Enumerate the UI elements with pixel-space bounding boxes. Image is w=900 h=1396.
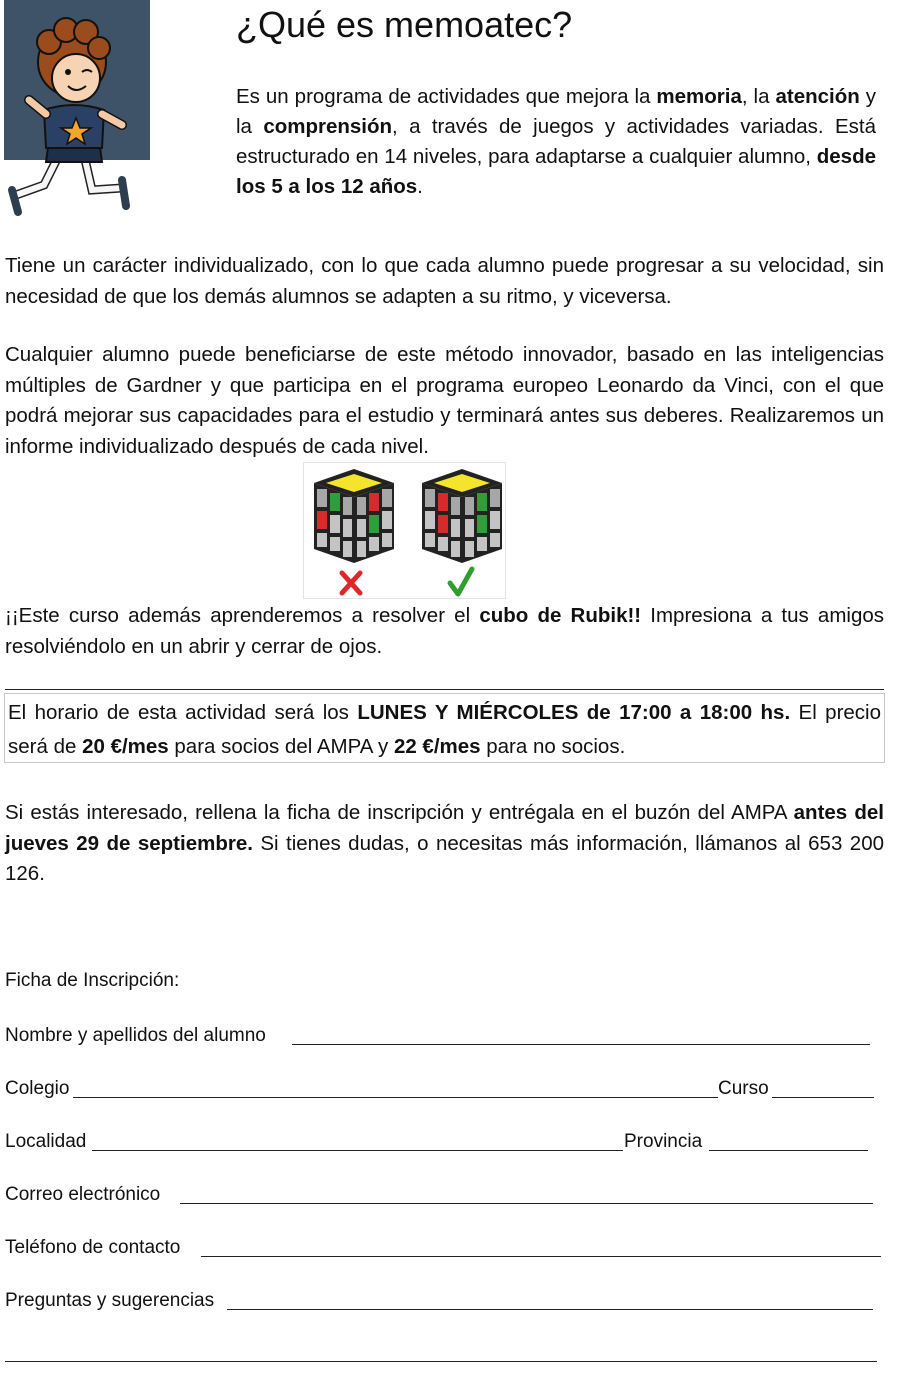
intro-paragraph: Es un programa de actividades que mejora la memoria, la atención y la comprensión, a través de juegos y actividades variadas. Está estructurado en 14 niveles, para adaptarse a cualquier alumno, desde los 5 a los 12 años. [236, 85, 876, 198]
school-label: Colegio [5, 1078, 70, 1099]
questions-field-extra-line[interactable] [5, 1361, 877, 1362]
questions-field[interactable] [227, 1309, 873, 1310]
section-divider [5, 689, 884, 690]
form-title: Ficha de Inscripción: [5, 970, 180, 991]
province-label: Provincia [624, 1131, 703, 1152]
locality-field[interactable] [92, 1150, 623, 1151]
paragraph-method: Cualquier alumno puede beneficiarse de este método innovador, basado en las inteligencias múltiples de Gardner y que participa en el programa europeo Leonardo da Vinci, con el que podrá mejorar sus capacidades para el estudio y terminará antes sus deberes. Realizaremos un informe individualizado después de cada nivel. [5, 343, 884, 458]
phone-label: Teléfono de contacto [5, 1237, 181, 1258]
name-field[interactable] [292, 1044, 870, 1045]
school-field[interactable] [73, 1097, 718, 1098]
course-label: Curso [718, 1078, 769, 1099]
form-row-phone [5, 1235, 180, 1261]
running-boy-illustration [4, 0, 150, 220]
form-row-name [5, 1023, 266, 1049]
email-label: Correo electrónico [5, 1184, 161, 1205]
questions-label: Preguntas y sugerencias [5, 1290, 215, 1311]
form-row-questions [5, 1288, 214, 1314]
phone-field[interactable] [201, 1256, 881, 1257]
form-row-locality [5, 1129, 86, 1155]
form-row-school [5, 1076, 69, 1102]
rubik-cubes-image [303, 462, 506, 599]
rubik-paragraph: ¡¡Este curso además aprenderemos a resolver el cubo de Rubik!! Impresiona a tus amigos resolviéndolo en un abrir y cerrar de ojos. [5, 604, 884, 658]
email-field[interactable] [180, 1203, 873, 1204]
locality-label: Localidad [5, 1131, 87, 1152]
page-title: ¿Qué es memoatec? [236, 4, 573, 45]
name-label: Nombre y apellidos del alumno [5, 1025, 266, 1046]
schedule-box: El horario de esta actividad será los LUNES Y MIÉRCOLES de 17:00 a 18:00 hs. El precio será de 20 €/mes para socios del AMPA y 22 €/mes para no socios. [4, 693, 885, 763]
contact-paragraph: Si estás interesado, rellena la ficha de inscripción y entrégala en el buzón del AMPA antes del jueves 29 de septiembre. Si tienes dudas, o necesitas más información, llámanos al 653 200 126. [5, 801, 884, 885]
cross-mark-icon [342, 573, 360, 593]
check-mark-icon [450, 569, 472, 594]
form-row-email [5, 1182, 160, 1208]
province-field[interactable] [709, 1150, 868, 1151]
paragraph-individualized: Tiene un carácter individualizado, con lo que cada alumno puede progresar a su velocidad, sin necesidad de que los demás alumnos se adapten a su ritmo, y viceversa. [5, 254, 884, 308]
course-field[interactable] [772, 1097, 874, 1098]
